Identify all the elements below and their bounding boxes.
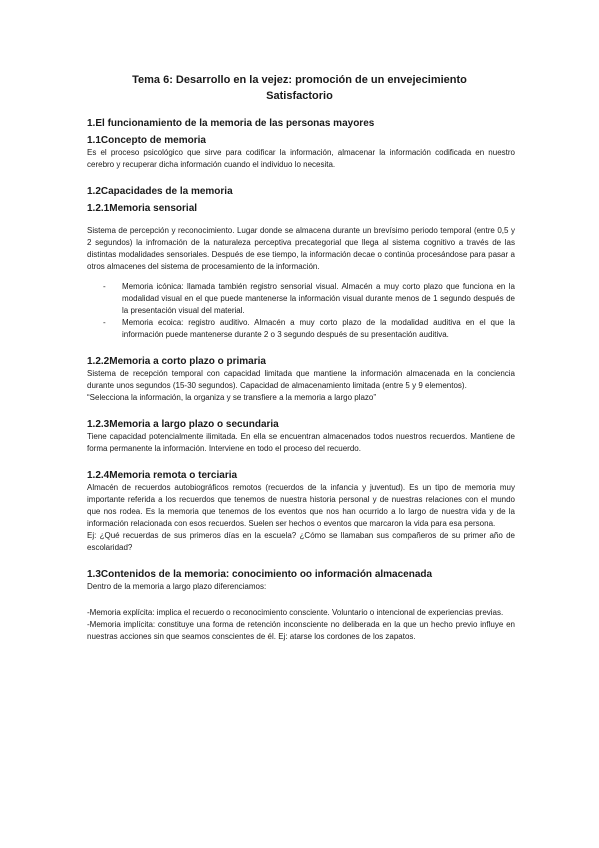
section-1-3-heading: 1.3Contenidos de la memoria: conocimiento oo información almacenada [87,569,433,580]
section-1-2-2-heading: 1.2.2Memoria a corto plazo o primaria [87,356,266,367]
list-item [87,317,515,341]
section-1-2-4-heading: 1.2.4Memoria remota o terciaria [87,470,238,481]
list-item-text: Memoria ecoica: registro auditivo. Almacén a muy corto plazo de la modalidad auditiva en el que la información puede mantenerse durante 2 o 3 segundo después de su presentación auditiva. [122,318,515,339]
section-1-2-3-text: Tiene capacidad potencialmente ilimitada. En ella se encuentran almacenados todos nuestros recuerdos. Mantiene de forma permanente la información. Interviene en todo el proceso del recuerdo. [87,432,515,453]
list-dash: - [103,282,106,291]
implicit-memory-text: -Memoria implícita: constituye una forma de retención inconsciente no deliberada en la que un hecho previo influye en nuestras acciones sin que seamos conscientes de él. Ej: atarse los cordones de los zapatos. [87,620,515,641]
section-1-2-2-quote: “Selecciona la información, la organiza y se transfiere a la memoria a largo plazo” [87,393,377,402]
section-1-heading: 1.El funcionamiento de la memoria de las personas mayores [87,118,375,129]
sensory-memory-list [87,281,515,341]
explicit-memory-text: -Memoria explícita: implica el recuerdo o reconocimiento consciente. Voluntario o intencional de experiencias previas. [87,608,504,617]
title-line-1: Tema 6: Desarrollo en la vejez: promoción de un envejecimiento [132,74,467,86]
list-dash: - [103,318,106,327]
section-1-2-3-heading: 1.2.3Memoria a largo plazo o secundaria [87,419,279,430]
section-1-2-1-heading: 1.2.1Memoria sensorial [87,203,198,214]
section-1-2-4-example: Ej: ¿Qué recuerdas de sus primeros días en la escuela? ¿Cómo se llamaban sus compañeros de su primer año de escolaridad? [87,531,515,552]
document-body [87,117,515,643]
section-1-2-2-text: Sistema de recepción temporal con capacidad limitada que mantiene la información almacenada en la conciencia durante unos segundos (15-30 segundos). Capacidad de almacenamiento limitada (entre 5 y 9 elementos). [87,369,515,390]
list-item [87,281,515,317]
section-1-1-text: Es el proceso psicológico que sirve para codificar la información, almacenar la información codificada en nuestro cerebro y recuperar dicha información cuando el individuo lo necesita. [87,148,515,169]
title-line-2: Satisfactorio [266,90,333,102]
page-title [0,72,599,104]
section-1-2-1-text: Sistema de percepción y reconocimiento. Lugar donde se almacena durante un brevísimo periodo temporal (entre 0,5 y 2 segundos) la infromación de la naturaleza perceptiva precategorial que llega al sistema cognitivo a través de las distintas modalidades sensoriales. Después de ese tiempo, la información decae o continúa procesándose para pasar a otros almacenes del sistema de procesamiento de la información. [87,226,515,271]
section-1-2-4-text: Almacén de recuerdos autobiográficos remotos (recuerdos de la infancia y juventud). Es un tipo de memoria muy importante referida a los recuerdos que tenemos de nuestra historia personal y de nuestras relaciones con el mundo que nos rodea. Es la memoria que tenemos de los eventos que nos han ocurrido a lo largo de nuestra vida y de la información relacionada con esos recuerdos. Suelen ser hechos o eventos que marcaron la vida para esa persona. [87,483,515,528]
section-1-2-heading: 1.2Capacidades de la memoria [87,186,233,197]
section-1-3-intro: Dentro de la memoria a largo plazo diferenciamos: [87,582,267,591]
section-1-1-heading: 1.1Concepto de memoria [87,135,206,146]
list-item-text: Memoria icónica: llamada también registro sensorial visual. Almacén a muy corto plazo que funciona en la modalidad visual en el que puede mantenerse la información visual durante menos de 1 segundo después de la presentación visual del material. [122,282,515,315]
